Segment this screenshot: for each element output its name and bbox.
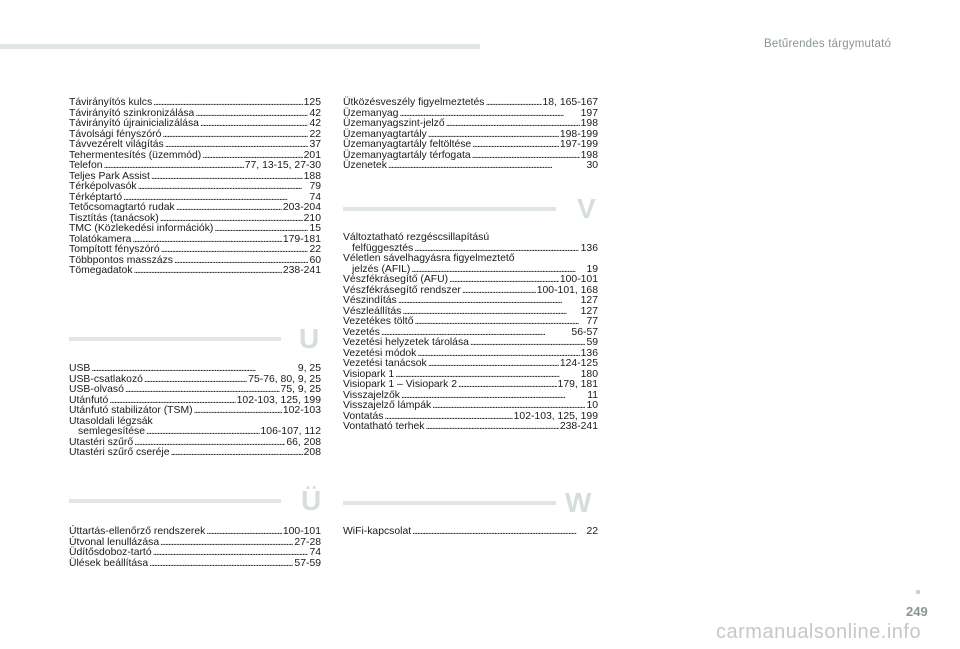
entry-pages: 238-241 — [559, 421, 598, 432]
entry-pages: 127 — [580, 295, 598, 306]
entry-pages: 106-107, 112 — [260, 426, 321, 437]
entry-term: Tisztítás (tanácsok) — [69, 212, 159, 224]
dot-leader — [402, 307, 579, 318]
dot-leader — [432, 401, 585, 412]
section-letter: U — [299, 323, 320, 354]
dot-leader — [151, 172, 303, 183]
entry-pages: 100-101 — [559, 274, 598, 285]
index-entry[interactable] — [69, 182, 321, 193]
section-letter: V — [577, 193, 596, 224]
entry-pages: 9, 25 — [297, 363, 321, 374]
entry-pages: 79 — [309, 181, 321, 192]
entry-term: Tompított fényszóró — [69, 244, 160, 255]
entry-pages: 66, 208 — [286, 436, 321, 448]
dot-leader — [165, 140, 309, 151]
index-entry[interactable] — [69, 364, 321, 375]
entry-term: Üzemanyag — [343, 107, 399, 119]
index-entry[interactable] — [69, 559, 321, 570]
dot-leader — [125, 385, 280, 396]
entry-pages: 203-204 — [282, 202, 321, 213]
dot-leader — [472, 151, 580, 162]
entry-pages: 201 — [303, 149, 321, 161]
index-entry[interactable] — [343, 422, 598, 433]
entry-pages: 102-103, 125, 199 — [236, 394, 321, 406]
entry-pages: 22 — [309, 128, 321, 140]
entry-pages: 10 — [586, 400, 598, 411]
index-group-uu — [69, 527, 321, 569]
entry-pages: 198 — [580, 149, 598, 161]
dot-leader — [214, 224, 308, 235]
section-divider-uu — [69, 485, 322, 519]
index-entry[interactable] — [343, 119, 598, 130]
index-entry[interactable] — [69, 224, 321, 235]
entry-pages: 188 — [303, 170, 321, 182]
dot-leader — [170, 448, 302, 459]
index-entry[interactable] — [343, 317, 598, 328]
entry-pages: 15 — [309, 223, 321, 234]
dot-leader — [462, 286, 536, 297]
dot-leader — [412, 527, 585, 538]
entry-pages: 56-57 — [571, 326, 598, 338]
index-entry[interactable] — [69, 140, 321, 151]
entry-pages: 210 — [303, 212, 321, 224]
entry-term: Tehermentesítés (üzemmód) — [69, 149, 202, 161]
entry-term: Teljes Park Assist — [69, 170, 150, 182]
index-group-u — [69, 364, 321, 459]
dot-leader — [446, 119, 580, 130]
entry-term: Útvonal lenullázása — [69, 536, 160, 548]
dot-leader — [134, 266, 282, 277]
entry-term: Üzemanyagszint-jelző — [343, 118, 445, 129]
dot-leader — [144, 375, 247, 386]
dot-leader — [417, 349, 579, 360]
entry-term: Üdítősdoboz-tartó — [69, 547, 152, 558]
entry-pages: 75-76, 80, 9, 25 — [248, 373, 321, 385]
entry-term: Távirányító újrainicializálása — [69, 118, 199, 129]
entry-pages: 179-181 — [282, 233, 321, 245]
entry-pages: 197-199 — [559, 139, 598, 150]
entry-pages: 136 — [580, 347, 598, 359]
entry-term: TMC (Közlekedési információk) — [69, 223, 214, 234]
dot-leader — [200, 119, 308, 130]
dot-leader — [458, 380, 557, 391]
entry-pages: 19 — [586, 263, 598, 275]
entry-term: Távolsági fényszóró — [69, 128, 162, 140]
index-entry[interactable] — [343, 359, 598, 370]
section-letter: Ü — [301, 485, 322, 516]
entry-term: Utastéri szűrő cseréje — [69, 447, 170, 458]
index-entry[interactable] — [343, 338, 598, 349]
entry-pages: 127 — [580, 305, 598, 317]
index-entry[interactable] — [69, 406, 321, 417]
entry-pages: 136 — [580, 242, 598, 254]
index-entry[interactable] — [69, 119, 321, 130]
section-title: Betűrendes tárgymutató — [764, 38, 892, 50]
entry-pages: 197 — [580, 107, 598, 119]
entry-term: Vezetési tanácsok — [343, 358, 427, 369]
entry-pages: 125 — [303, 97, 321, 108]
entry-term: Vészleállítás — [343, 305, 402, 317]
entry-pages: 100-101 — [282, 526, 321, 537]
entry-term: USB — [69, 363, 91, 374]
entry-term: Térképolvasók — [69, 181, 137, 192]
index-entry[interactable] — [69, 548, 321, 559]
divider-bar — [69, 337, 281, 341]
dot-leader — [153, 548, 309, 559]
entry-term: semlegesítése — [78, 426, 145, 437]
index-entry[interactable] — [343, 380, 598, 391]
entry-term: Ütközésveszély figyelmeztetés — [343, 97, 485, 108]
entry-term: Távirányító szinkronizálása — [69, 107, 195, 119]
entry-term: Vezetési helyzetek tárolása — [343, 337, 469, 348]
entry-term: Vészfékrásegítő rendszer — [343, 284, 461, 296]
entry-pages: 22 — [586, 526, 598, 537]
divider-bar — [343, 501, 556, 505]
dot-leader — [449, 275, 559, 286]
entry-term: Visszajelzők — [343, 389, 400, 401]
entry-pages: 37 — [309, 139, 321, 150]
page-number: 249 — [906, 604, 928, 619]
entry-term: Visszajelző lámpák — [343, 400, 432, 411]
divider-bar — [69, 499, 281, 503]
index-entry[interactable] — [343, 275, 598, 286]
entry-term: Térképtartó — [69, 191, 123, 203]
entry-pages: 100-101, 168 — [536, 284, 598, 296]
index-entry[interactable] — [69, 448, 321, 459]
dot-leader — [162, 130, 308, 141]
dot-leader — [91, 364, 297, 375]
entry-pages: 60 — [309, 254, 321, 266]
entry-pages: 75, 9, 25 — [280, 384, 321, 395]
dot-leader — [195, 109, 308, 120]
entry-term: Vontatható terhek — [343, 421, 425, 432]
entry-pages: 124-125 — [559, 358, 598, 369]
dot-leader — [425, 422, 558, 433]
entry-pages: 102-103 — [282, 405, 321, 416]
section-divider-u — [69, 323, 321, 357]
dot-leader — [388, 161, 586, 172]
dot-leader — [160, 538, 293, 549]
dot-leader — [138, 182, 309, 193]
index-entry-heading: Változtatható rezgéscsillapítású — [343, 232, 490, 243]
entry-term: Vezetési módok — [343, 347, 417, 359]
section-letter: W — [565, 487, 592, 518]
header-bar — [0, 44, 480, 49]
entry-term: Vészindítás — [343, 295, 397, 306]
index-entry[interactable] — [343, 140, 598, 151]
entry-term: Többpontos masszázs — [69, 254, 173, 266]
dot-leader — [104, 161, 244, 172]
index-entry[interactable] — [343, 98, 598, 109]
entry-term: Utastéri szűrő — [69, 436, 134, 448]
entry-term: Telefon — [69, 160, 103, 171]
index-group-w — [343, 527, 598, 538]
entry-term: Távirányítós kulcs — [69, 97, 153, 108]
index-entry[interactable] — [69, 161, 321, 172]
index-entry-heading: Véletlen sávelhagyásra figyelmeztető — [343, 253, 515, 264]
entry-pages: 198 — [580, 118, 598, 129]
index-entry[interactable] — [69, 245, 321, 256]
dot-leader — [194, 406, 282, 417]
entry-pages: 30 — [586, 160, 598, 171]
entry-term: Vezetékes töltő — [343, 316, 414, 327]
entry-pages: 74 — [309, 547, 321, 558]
entry-pages: 27-28 — [294, 536, 321, 548]
entry-pages: 238-241 — [282, 265, 321, 276]
dot-leader — [485, 98, 541, 109]
entry-pages: 11 — [587, 389, 598, 401]
entry-pages: 179, 181 — [557, 379, 598, 390]
entry-term: Üzemanyagtartály feltöltése — [343, 139, 472, 150]
entry-term: Utánfutó stabilizátor (TSM) — [69, 405, 193, 416]
entry-term: Vészfékrásegítő (AFU) — [343, 274, 449, 285]
entry-term: WiFi-kapcsolat — [343, 526, 412, 537]
entry-term: Üzemanyagtartály térfogata — [343, 149, 471, 161]
entry-term: Üzemanyagtartály — [343, 128, 427, 140]
index-entry[interactable] — [343, 161, 598, 172]
dot-leader — [398, 296, 580, 307]
section-divider-v — [343, 193, 598, 227]
dot-leader — [472, 140, 559, 151]
page-marker — [916, 590, 920, 594]
section-divider-w — [343, 487, 598, 521]
entry-term: USB-olvasó — [69, 384, 124, 395]
entry-term: Vontatás — [343, 410, 384, 422]
entry-term: felfüggesztés — [352, 242, 414, 254]
entry-term: Visiopark 1 – Visiopark 2 — [343, 379, 457, 390]
index-entry[interactable] — [343, 401, 598, 412]
dot-leader — [161, 245, 309, 256]
index-group-v — [343, 233, 598, 433]
entry-term: USB-csatlakozó — [69, 373, 143, 385]
entry-term: Üzenetek — [343, 160, 387, 171]
dot-leader — [149, 559, 293, 570]
entry-pages: 208 — [303, 447, 321, 458]
index-group-u-cont — [343, 98, 598, 172]
dot-leader — [176, 203, 282, 214]
entry-pages: 198-199 — [559, 128, 598, 140]
entry-term: Távvezérelt világítás — [69, 139, 164, 150]
entry-pages: 77 — [586, 316, 598, 327]
dot-leader — [153, 98, 303, 109]
index-entry[interactable] — [343, 296, 598, 307]
dot-leader — [428, 359, 559, 370]
entry-term: jelzés (AFIL) — [352, 263, 411, 275]
entry-term: Tolatókamera — [69, 233, 132, 245]
entry-term: Vezetés — [343, 326, 380, 338]
entry-term: Tömegadatok — [69, 265, 133, 276]
entry-term: Úttartás-ellenőrző rendszerek — [69, 526, 206, 537]
index-entry-heading: Utasoldali légzsák — [69, 415, 153, 427]
entry-term: Ülések beállítása — [69, 557, 149, 569]
index-entry[interactable] — [69, 203, 321, 214]
entry-pages: 102-103, 125, 199 — [513, 410, 598, 422]
index-group-t — [69, 98, 321, 277]
entry-pages: 22 — [309, 244, 321, 255]
index-entry[interactable] — [69, 98, 321, 109]
entry-term: Utánfutó — [69, 394, 109, 406]
entry-pages: 59 — [586, 337, 598, 348]
dot-leader — [470, 338, 586, 349]
dot-leader — [414, 317, 585, 328]
entry-term: Visiopark 1 — [343, 368, 395, 380]
entry-pages: 42 — [309, 118, 321, 129]
entry-pages: 77, 13-15, 27-30 — [244, 160, 321, 171]
dot-leader — [146, 427, 260, 438]
entry-pages: 18, 165-167 — [542, 97, 598, 108]
index-entry[interactable] — [69, 266, 321, 277]
divider-bar — [343, 207, 556, 211]
index-entry[interactable] — [343, 527, 598, 538]
entry-pages: 74 — [309, 191, 321, 203]
watermark: carmanualsonline.info — [716, 621, 922, 643]
entry-pages: 180 — [580, 368, 598, 380]
entry-pages: 57-59 — [294, 557, 321, 569]
index-entry[interactable] — [69, 527, 321, 538]
dot-leader — [206, 527, 282, 538]
index-entry[interactable] — [69, 385, 321, 396]
index-entry[interactable] — [69, 427, 321, 438]
entry-pages: 42 — [309, 107, 321, 119]
entry-term: Tetőcsomagtartó rudak — [69, 202, 175, 213]
